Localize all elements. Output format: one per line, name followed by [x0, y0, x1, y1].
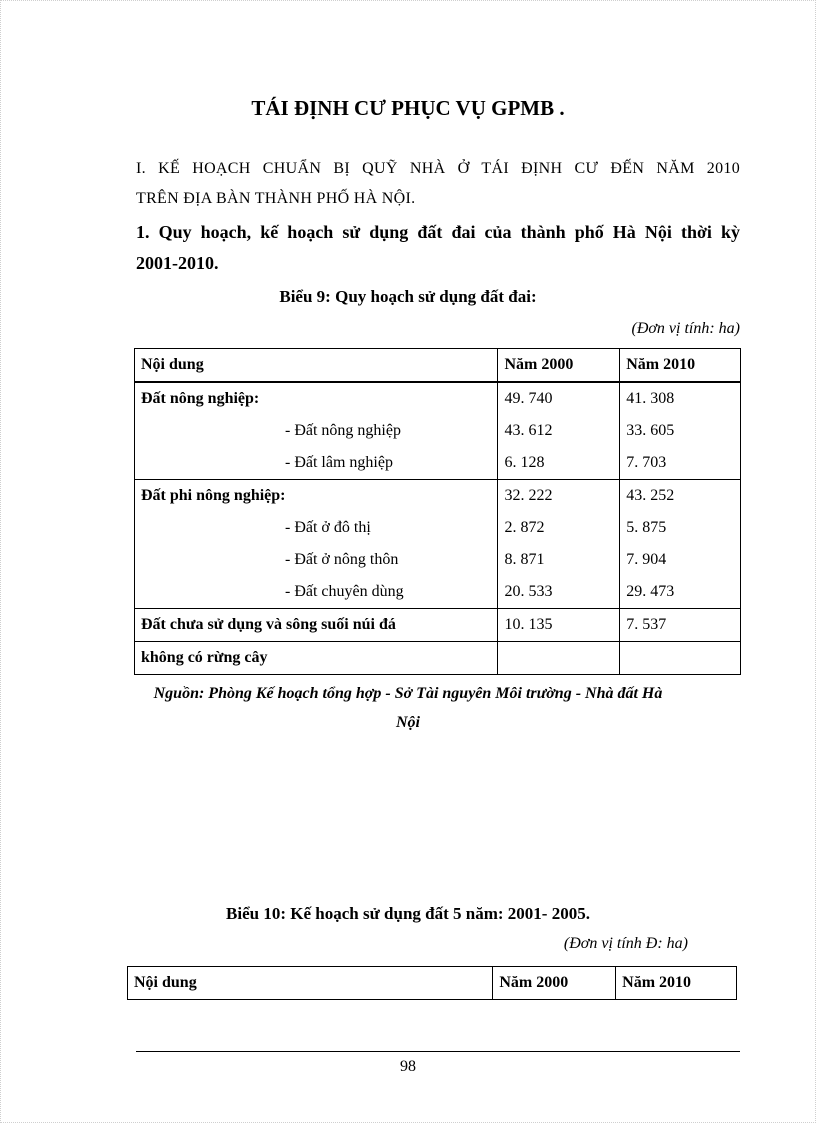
row-value-2000: 10. 135: [498, 609, 620, 642]
table-row: [135, 609, 741, 642]
row-label: - Đất ở nông thôn: [135, 544, 498, 576]
footer-divider: [136, 1051, 740, 1052]
row-label: Đất chưa sử dụng và sông suối núi đá: [135, 609, 498, 642]
header-cell-content: Nội dung: [128, 967, 493, 1000]
row-label: Đất nông nghiệp:: [135, 382, 498, 415]
row-value-2010: 7. 703: [620, 447, 741, 480]
table-row: [135, 415, 741, 447]
header-cell-2010: Năm 2010: [620, 349, 741, 383]
table9-source-line1: Nguồn: Phòng Kế hoạch tổng hợp - Sở Tài nguyên Môi trường - Nhà đất Hà: [153, 685, 663, 702]
subsection-heading-line1: 1. Quy hoạch, kế hoạch sử dụng đất đai của thành phố Hà Nội thời kỳ: [136, 222, 740, 242]
header-cell-2000: Năm 2000: [493, 967, 616, 1000]
table10-caption: Biểu 10: Kế hoạch sử dụng đất 5 năm: 2001- 2005.: [226, 904, 590, 923]
row-label: - Đất nông nghiệp: [135, 415, 498, 447]
row-value-2000: 8. 871: [498, 544, 620, 576]
page-number: 98: [400, 1058, 416, 1075]
subsection-heading-line2: 2001-2010.: [136, 253, 219, 273]
table10: [127, 966, 737, 1000]
section-heading-line1: I. KẾ HOẠCH CHUẨN BỊ QUỸ NHÀ Ở TÁI ĐỊNH CƯ ĐẾN NĂM 2010: [136, 160, 740, 177]
row-value-2010: [620, 642, 741, 675]
row-value-2010: 7. 904: [620, 544, 741, 576]
row-value-2010: 29. 473: [620, 576, 741, 609]
row-value-2000: 32. 222: [498, 480, 620, 513]
row-label: - Đất chuyên dùng: [135, 576, 498, 609]
row-label: - Đất ở đô thị: [135, 512, 498, 544]
header-cell-2000: Năm 2000: [498, 349, 620, 383]
table-row: [135, 544, 741, 576]
table-row: [135, 642, 741, 675]
row-value-2010: 41. 308: [620, 382, 741, 415]
row-value-2010: 33. 605: [620, 415, 741, 447]
row-label: - Đất lâm nghiệp: [135, 447, 498, 480]
table10-unit: (Đơn vị tính Đ: ha): [563, 935, 688, 952]
row-value-2010: 5. 875: [620, 512, 741, 544]
row-value-2000: [498, 642, 620, 675]
row-label: Đất phi nông nghiệp:: [135, 480, 498, 513]
row-value-2000: 20. 533: [498, 576, 620, 609]
table9-source-line2: Nội: [396, 714, 420, 731]
page-title: TÁI ĐỊNH CƯ PHỤC VỤ GPMB .: [251, 96, 565, 120]
table-row: [135, 576, 741, 609]
table-row: [135, 512, 741, 544]
row-value-2010: 43. 252: [620, 480, 741, 513]
header-cell-2010: Năm 2010: [616, 967, 737, 1000]
section-heading-line2: TRÊN ĐỊA BÀN THÀNH PHỐ HÀ NỘI.: [136, 190, 416, 207]
table-row: [135, 382, 741, 415]
row-value-2000: 2. 872: [498, 512, 620, 544]
table9-caption: Biểu 9: Quy hoạch sử dụng đất đai:: [279, 287, 537, 306]
table9: [134, 348, 741, 675]
table-header-row: [135, 349, 741, 383]
table-row: [135, 480, 741, 513]
table-row: [135, 447, 741, 480]
row-value-2000: 6. 128: [498, 447, 620, 480]
header-cell-content: Nội dung: [135, 349, 498, 383]
row-label: không có rừng cây: [135, 642, 498, 675]
row-value-2000: 49. 740: [498, 382, 620, 415]
row-value-2000: 43. 612: [498, 415, 620, 447]
table9-unit: (Đơn vị tính: ha): [631, 320, 740, 337]
row-value-2010: 7. 537: [620, 609, 741, 642]
table-header-row: [128, 967, 737, 1000]
